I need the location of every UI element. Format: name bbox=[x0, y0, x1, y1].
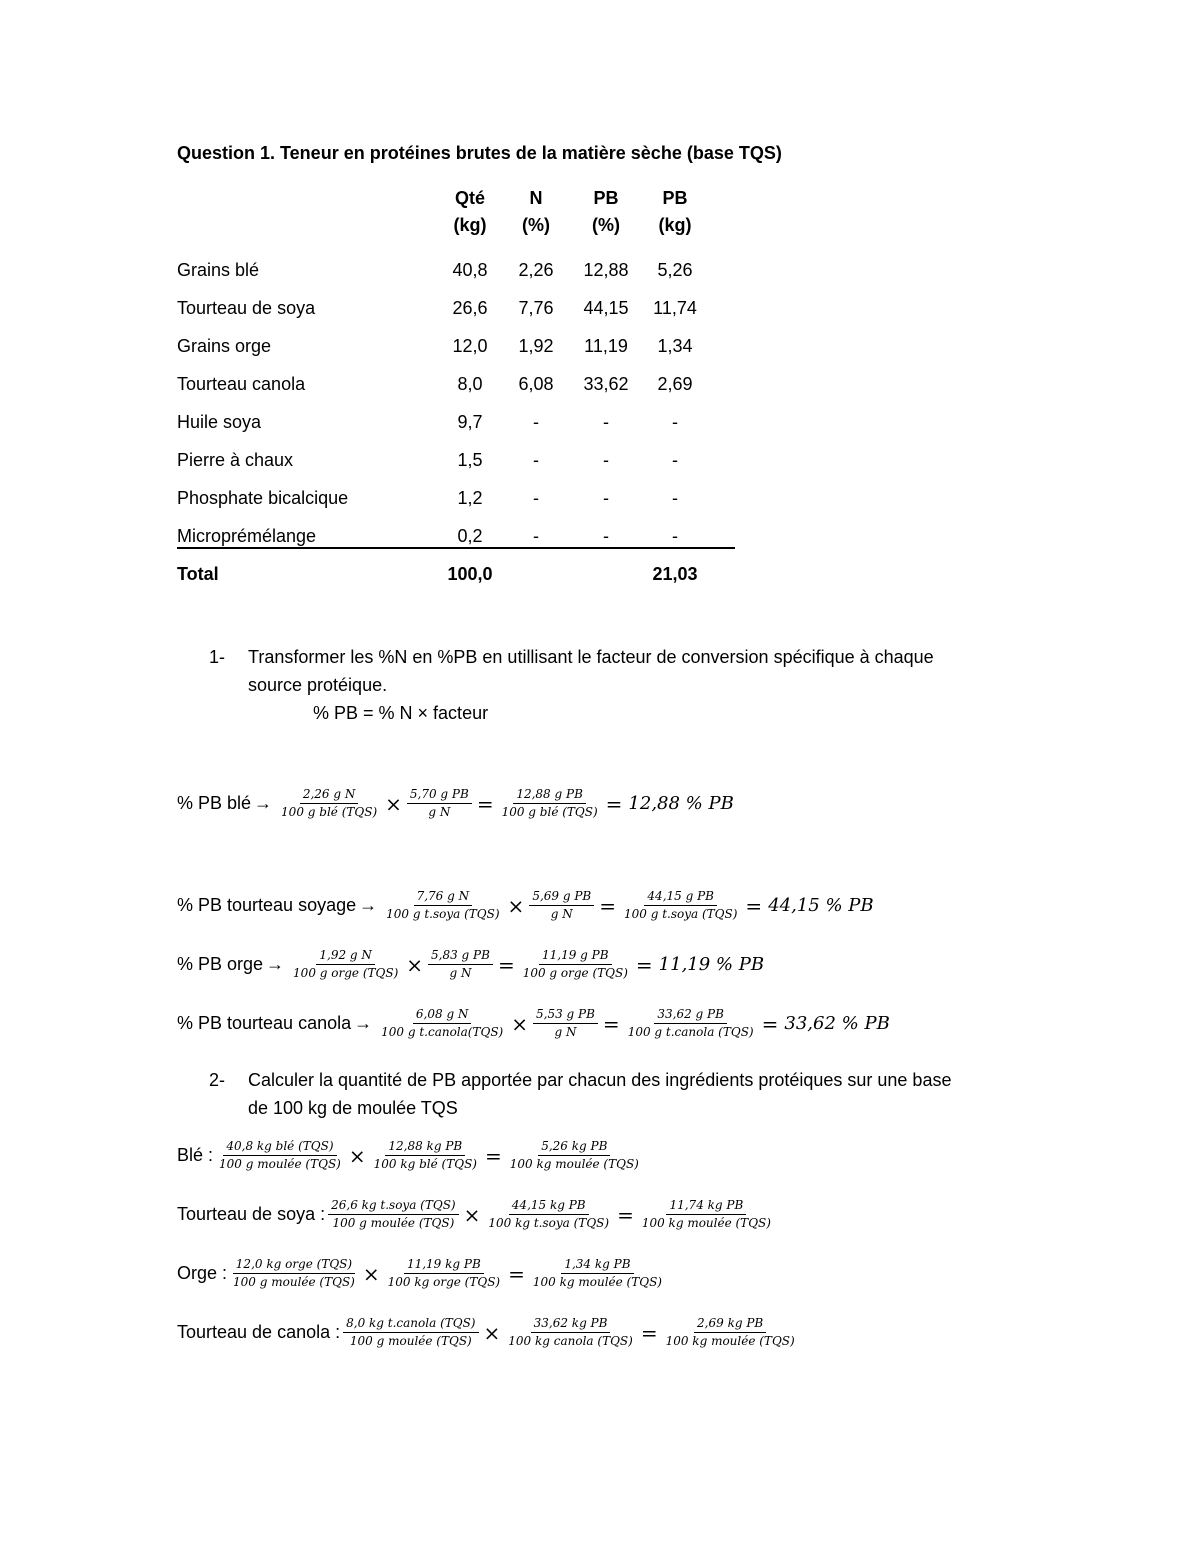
row-name: Grains orge bbox=[177, 336, 272, 356]
fraction: $\frac{\text{6,08 g N}}{\text{100 g t.canola(TQS)}}$ bbox=[381, 1007, 504, 1039]
step2-number: 2- bbox=[209, 1070, 226, 1090]
header-pb-pct: PB (%) bbox=[592, 188, 620, 235]
equation-label: Orge : bbox=[177, 1263, 228, 1283]
fraction: $\frac{\text{12,88 g PB}}{\text{100 g blé (TQS)}}$ bbox=[501, 787, 598, 819]
fraction: $\frac{\text{44,15 g PB}}{\text{100 g t.soya (TQS)}}$ bbox=[624, 889, 738, 921]
equation-result: 11,19 % PB bbox=[658, 954, 765, 975]
equals-sign: = bbox=[605, 791, 623, 816]
cell-qte: 1,5 bbox=[457, 450, 483, 470]
fraction: $\frac{\text{2,69 kg PB}}{\text{100 kg moulée (TQS)}}$ bbox=[665, 1316, 795, 1348]
cell-n: 7,76 bbox=[518, 298, 554, 318]
cell-n: 2,26 bbox=[518, 260, 554, 280]
cell-pb-kg: - bbox=[672, 450, 678, 470]
table-row bbox=[177, 450, 735, 474]
row-name: Tourteau canola bbox=[177, 374, 306, 394]
pb-equation-soya bbox=[177, 890, 874, 921]
fraction: $\frac{\text{2,26 g N}}{\text{100 g blé (TQS)}}$ bbox=[281, 787, 378, 819]
equation-result: 33,62 % PB bbox=[784, 1013, 890, 1034]
cell-n: - bbox=[533, 412, 539, 432]
cell-n: 1,92 bbox=[518, 336, 554, 356]
kg-equation-ble bbox=[177, 1140, 645, 1171]
arrow-icon: → bbox=[254, 793, 273, 813]
fraction: $\frac{\text{5,53 g PB}}{\text{g N}}$ bbox=[533, 1008, 598, 1039]
table-row bbox=[177, 412, 735, 436]
equation-result: 12,88 % PB bbox=[628, 793, 734, 814]
cell-pb-pct: - bbox=[603, 526, 609, 546]
arrow-icon: → bbox=[266, 954, 285, 974]
cell-qte: 8,0 bbox=[457, 374, 483, 394]
cell-pb-kg: - bbox=[672, 526, 678, 546]
pb-equation-orge bbox=[177, 949, 764, 980]
fraction: $\frac{\text{5,69 g PB}}{\text{g N}}$ bbox=[529, 890, 594, 921]
fraction: $\frac{\text{7,76 g N}}{\text{100 g t.soya (TQS)}}$ bbox=[386, 889, 500, 921]
equals-sign: = bbox=[617, 1202, 634, 1227]
step1-text-line2: source protéique. bbox=[248, 675, 388, 695]
equals-sign: = bbox=[635, 952, 653, 977]
equals-sign: = bbox=[476, 791, 494, 816]
row-name: Phosphate bicalcique bbox=[177, 488, 349, 508]
table-row bbox=[177, 488, 735, 512]
arrow-icon: → bbox=[354, 1013, 373, 1033]
cell-pb-kg: 2,69 bbox=[657, 374, 693, 394]
fraction: $\frac{\text{44,15 kg PB}}{\text{100 kg t.soya (TQS)}}$ bbox=[488, 1198, 610, 1230]
header-n: N (%) bbox=[522, 188, 550, 235]
equals-sign: = bbox=[602, 1011, 620, 1036]
fraction: $\frac{\text{12,0 kg orge (TQS)}}{\text{100 g moulée (TQS)}}$ bbox=[233, 1257, 355, 1289]
total-label: Total bbox=[177, 564, 219, 584]
pb-equation-canola bbox=[177, 1008, 890, 1039]
kg-equation-orge bbox=[177, 1258, 668, 1289]
cell-n: - bbox=[533, 526, 539, 546]
step1-number: 1- bbox=[209, 647, 226, 667]
equation-label: % PB tourteau soyage bbox=[177, 895, 357, 915]
equation-label: % PB tourteau canola bbox=[177, 1013, 352, 1033]
row-name: Pierre à chaux bbox=[177, 450, 294, 470]
times-sign: × bbox=[463, 1202, 481, 1227]
conversion-formula: % PB = % N × facteur bbox=[313, 703, 489, 723]
equals-sign: = bbox=[599, 893, 616, 918]
equation-label: % PB orge bbox=[177, 954, 264, 974]
cell-pb-pct: - bbox=[603, 412, 609, 432]
header-pb-kg: PB (kg) bbox=[658, 188, 692, 235]
pb-equation-ble bbox=[177, 788, 734, 819]
fraction: $\frac{\text{5,83 g PB}}{\text{g N}}$ bbox=[428, 949, 493, 980]
fraction: $\frac{\text{11,74 kg PB}}{\text{100 kg moulée (TQS)}}$ bbox=[641, 1198, 771, 1230]
kg-equation-soya bbox=[177, 1199, 777, 1230]
fraction: $\frac{\text{26,6 kg t.soya (TQS)}}{\text{100 g moulée (TQS)}}$ bbox=[328, 1199, 459, 1230]
cell-pb-pct: - bbox=[603, 488, 609, 508]
fraction: $\frac{\text{33,62 kg PB}}{\text{100 kg canola (TQS)}}$ bbox=[508, 1316, 633, 1348]
fraction: $\frac{\text{1,92 g N}}{\text{100 g orge (TQS)}}$ bbox=[293, 948, 399, 980]
total-pb-kg: 21,03 bbox=[652, 564, 698, 584]
table-total-row bbox=[177, 564, 735, 588]
cell-qte: 12,0 bbox=[452, 336, 488, 356]
table-row bbox=[177, 336, 735, 360]
fraction: $\frac{\text{1,34 kg PB}}{\text{100 kg moulée (TQS)}}$ bbox=[532, 1257, 662, 1289]
cell-n: 6,08 bbox=[518, 374, 554, 394]
equals-sign: = bbox=[508, 1261, 525, 1286]
fraction: $\frac{\text{12,88 kg PB}}{\text{100 kg blé (TQS)}}$ bbox=[373, 1139, 477, 1171]
cell-qte: 26,6 bbox=[452, 298, 488, 318]
equals-sign: = bbox=[497, 952, 515, 977]
times-sign: × bbox=[406, 952, 424, 977]
cell-pb-pct: 11,19 bbox=[584, 336, 628, 356]
header-qte: Qté (kg) bbox=[453, 188, 487, 235]
equals-sign: = bbox=[745, 893, 763, 918]
table-divider bbox=[177, 547, 735, 549]
equation-label: Tourteau de soya : bbox=[177, 1204, 326, 1224]
cell-pb-kg: - bbox=[672, 412, 678, 432]
step2-text-line2: de 100 kg de moulée TQS bbox=[248, 1098, 458, 1118]
total-qte: 100,0 bbox=[447, 564, 493, 584]
times-sign: × bbox=[385, 791, 402, 816]
cell-qte: 9,7 bbox=[457, 412, 483, 432]
cell-pb-pct: 33,62 bbox=[583, 374, 629, 394]
fraction: $\frac{\text{40,8 kg blé (TQS)}}{\text{100 g moulée (TQS)}}$ bbox=[219, 1139, 341, 1171]
cell-qte: 40,8 bbox=[452, 260, 488, 280]
fraction: $\frac{\text{5,26 kg PB}}{\text{100 kg moulée (TQS)}}$ bbox=[509, 1139, 639, 1171]
times-sign: × bbox=[507, 893, 525, 918]
times-sign: × bbox=[511, 1011, 528, 1036]
cell-qte: 1,2 bbox=[457, 488, 483, 508]
cell-pb-pct: - bbox=[603, 450, 609, 470]
cell-n: - bbox=[533, 488, 539, 508]
equation-label: Tourteau de canola : bbox=[177, 1322, 341, 1342]
equation-label: % PB blé bbox=[177, 793, 252, 813]
arrow-icon: → bbox=[359, 895, 378, 915]
cell-pb-kg: - bbox=[672, 488, 678, 508]
times-sign: × bbox=[362, 1261, 380, 1286]
table-row bbox=[177, 374, 735, 398]
equation-result: 44,15 % PB bbox=[768, 895, 874, 916]
cell-n: - bbox=[533, 450, 539, 470]
cell-qte: 0,2 bbox=[457, 526, 483, 546]
fraction: $\frac{\text{11,19 g PB}}{\text{100 g orge (TQS)}}$ bbox=[522, 948, 628, 980]
equals-sign: = bbox=[761, 1011, 779, 1036]
cell-pb-pct: 44,15 bbox=[583, 298, 629, 318]
fraction: $\frac{\text{8,0 kg t.canola (TQS)}}{\text{100 g moulée (TQS)}}$ bbox=[343, 1317, 478, 1348]
row-name: Huile soya bbox=[177, 412, 262, 432]
step2-text-line1: Calculer la quantité de PB apportée par chacun des ingrédients protéiques sur une base bbox=[248, 1070, 952, 1090]
equation-label: Blé : bbox=[177, 1145, 214, 1165]
row-name: Microprémélange bbox=[177, 526, 317, 546]
fraction: $\frac{\text{33,62 g PB}}{\text{100 g t.canola (TQS)}}$ bbox=[627, 1007, 754, 1039]
page-title: Question 1. Teneur en protéines brutes de la matière sèche (base TQS) bbox=[177, 143, 782, 163]
times-sign: × bbox=[348, 1143, 366, 1168]
equals-sign: = bbox=[640, 1320, 658, 1345]
cell-pb-pct: 12,88 bbox=[583, 260, 629, 280]
times-sign: × bbox=[483, 1320, 501, 1345]
step1-text-line1: Transformer les %N en %PB en utillisant le facteur de conversion spécifique à chaque bbox=[248, 647, 934, 667]
cell-pb-kg: 11,74 bbox=[653, 298, 697, 318]
row-name: Tourteau de soya bbox=[177, 298, 316, 318]
row-name: Grains blé bbox=[177, 260, 260, 280]
table-row bbox=[177, 260, 735, 284]
equals-sign: = bbox=[484, 1143, 502, 1168]
fraction: $\frac{\text{5,70 g PB}}{\text{g N}}$ bbox=[407, 788, 472, 819]
table-row bbox=[177, 298, 735, 322]
cell-pb-kg: 1,34 bbox=[657, 336, 693, 356]
kg-equation-canola bbox=[177, 1317, 801, 1348]
cell-pb-kg: 5,26 bbox=[657, 260, 693, 280]
fraction: $\frac{\text{11,19 kg PB}}{\text{100 kg orge (TQS)}}$ bbox=[387, 1257, 501, 1289]
